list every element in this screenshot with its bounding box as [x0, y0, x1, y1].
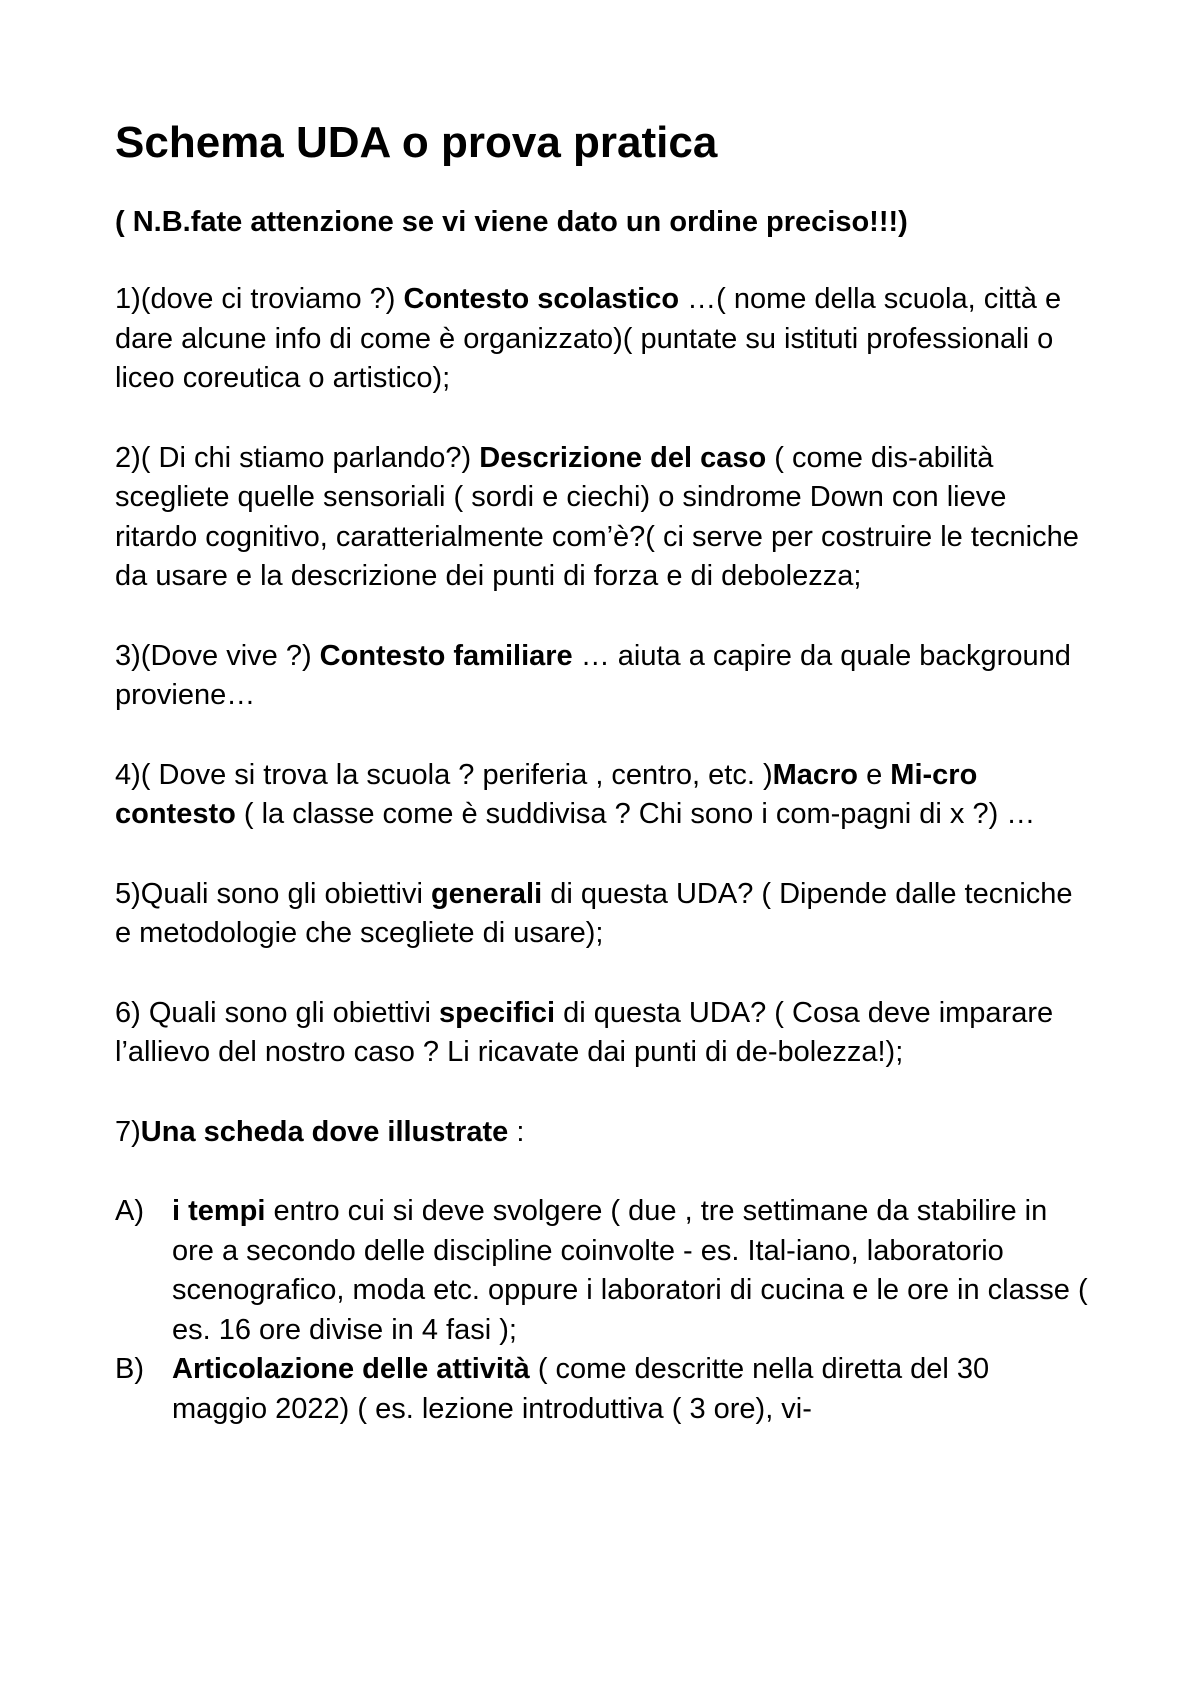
item-keyword: generali — [430, 877, 543, 910]
item-keyword: Articolazione delle attività — [172, 1353, 530, 1385]
item-7-scheda — [115, 1113, 1090, 1153]
item-text: 1)(dove ci troviamo ?) — [115, 283, 404, 315]
item-text: ( la classe come è suddivisa ? Chi sono i com-pagni di x ?) … — [235, 798, 1036, 830]
item-text: 5)Quali sono gli obiettivi — [115, 877, 431, 910]
item-6-obiettivi-specifici — [115, 994, 1090, 1073]
item-keyword: Una scheda dove illustrate — [140, 1115, 509, 1148]
item-text: di questa UDA? ( Cosa deve imparare l’allievo del nostro caso ? Li ricavate dai punti di de-bolezza!); — [115, 996, 1054, 1068]
item-text: : — [508, 1115, 525, 1148]
item-keyword: Contesto familiare — [319, 639, 573, 672]
item-4-macro-micro-contesto — [115, 756, 1090, 835]
list-marker: B) — [115, 1353, 144, 1385]
item-3-contesto-familiare — [115, 637, 1090, 716]
item-1-contesto-scolastico — [115, 280, 1090, 399]
item-keyword: Descrizione del caso — [479, 441, 767, 474]
item-text: 3)(Dove vive ?) — [115, 639, 320, 672]
item-text: ( come descritte nella diretta del 30 maggio 2022) ( es. lezione introduttiva ( 3 ore), vi- — [172, 1353, 990, 1425]
item-text: …( nome della scuola, città e dare alcune info di come è organizzato)( puntate su istituti professionali o liceo coreutica o artistico); — [115, 283, 1062, 394]
item-text: … aiuta a capire da quale background proviene… — [115, 639, 1071, 711]
item-keyword: Macro — [772, 758, 859, 791]
item-text: 6) Quali sono gli obiettivi — [115, 996, 439, 1029]
item-text: di questa UDA? ( Dipende dalle tecniche e metodologie che scegliete di usare); — [115, 877, 1073, 949]
attention-note: ( N.B.fate attenzione se vi viene dato un ordine preciso!!!) — [115, 206, 908, 238]
item-text: 7) — [115, 1115, 141, 1148]
list-marker: A) — [115, 1195, 144, 1227]
sublist-item-articolazione — [115, 1350, 1090, 1429]
item-text: 2)( Di chi stiamo parlando?) — [115, 441, 480, 474]
item-text: entro cui si deve svolgere ( due , tre settimane da stabilire in ore a secondo delle discipline coinvolte - es. Ital-iano, laboratorio scenografico, moda etc. oppure i laboratori di cucina e le ore in classe ( es. 16 ore divise in 4 fasi ); — [172, 1195, 1088, 1346]
scheda-sublist — [115, 1192, 1090, 1429]
item-keyword: Contesto scolastico — [403, 283, 680, 315]
item-text: 4)( Dove si trova la scuola ? periferia , centro, etc. ) — [115, 758, 773, 791]
item-text: e — [858, 758, 891, 791]
item-keyword: Mi-cro contesto — [115, 758, 978, 830]
item-text: ( come dis-abilità scegliete quelle sensoriali ( sordi e ciechi) o sindrome Down con lieve ritardo cognitivo, caratterialmente com’è?( ci serve per costruire le tecniche da usare e la descrizione dei punti di forza e di debolezza; — [115, 441, 1079, 592]
item-2-descrizione-caso — [115, 439, 1090, 597]
item-5-obiettivi-generali — [115, 875, 1090, 954]
document-page — [115, 118, 1090, 1429]
item-keyword: specifici — [439, 996, 556, 1029]
item-keyword: i tempi — [172, 1195, 266, 1227]
sublist-item-tempi — [115, 1192, 1090, 1350]
document-title: Schema UDA o prova pratica — [115, 118, 718, 167]
